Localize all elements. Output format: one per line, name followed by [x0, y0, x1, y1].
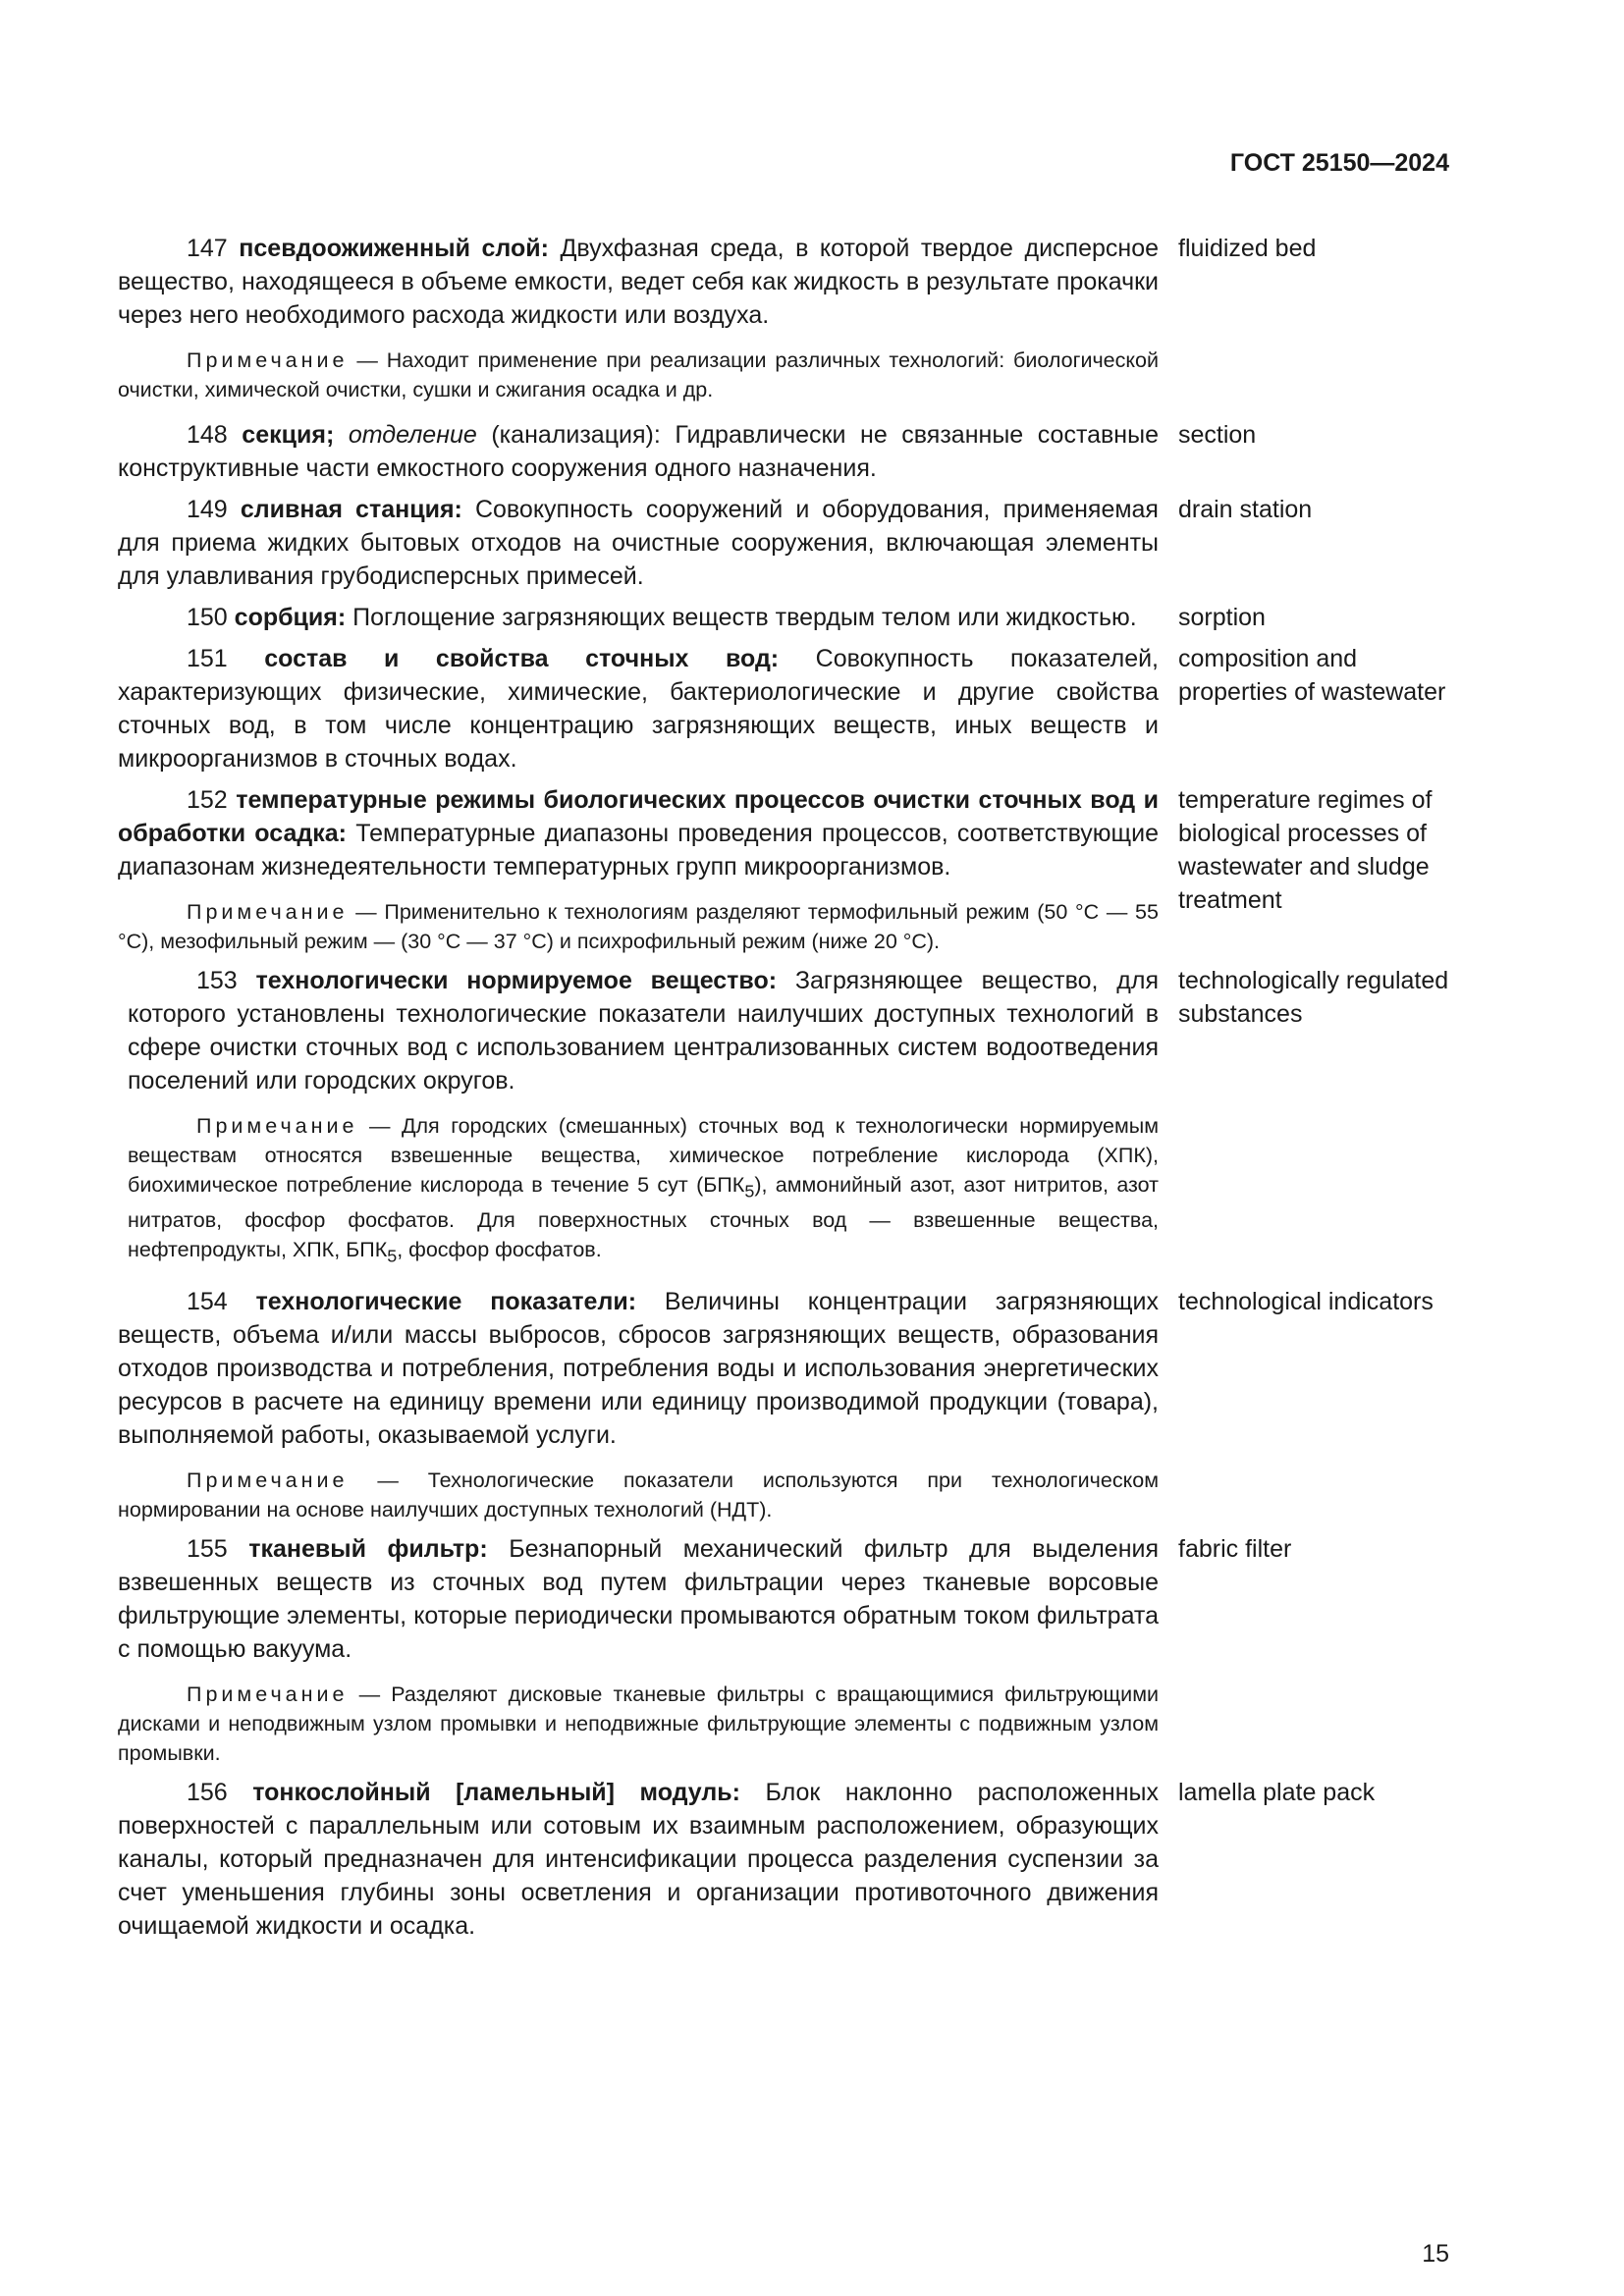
term-definition-block	[118, 964, 1159, 1271]
note-text-part: , фосфор фосфатов.	[397, 1238, 602, 1262]
term-name: тканевый фильтр:	[248, 1534, 488, 1563]
english-equivalent: technological indicators	[1178, 1287, 1434, 1315]
term-name: секция;	[242, 421, 335, 449]
term-note-147	[118, 346, 1159, 404]
term-number: 151	[187, 645, 228, 672]
term-note-152	[118, 897, 1159, 956]
term-definition-block	[118, 493, 1159, 593]
note-label: Примечание	[187, 1468, 349, 1492]
term-definition-block	[118, 232, 1159, 332]
term-entry-155	[118, 1532, 1453, 1666]
term-entry-148	[118, 418, 1453, 485]
term-definition: Величины концентрации загрязняющих веществ, объема и/или массы выбросов, сбросов загрязняющих веществ, образования отходов производства и потребления, потребления воды и использования энергетических ресурсов в расчете на единицу времени или единицу производимой продукции (товара), выполняемой работы, оказываемой услуги.	[118, 1287, 1159, 1449]
term-definition: Безнапорный механический фильтр для выделения взвешенных веществ из сточных вод путем фильтрации через тканевые ворсовые фильтрующие элементы, которые периодически промываются обратным током фильтрата с помощью вакуума.	[118, 1534, 1160, 1663]
term-number: 147	[187, 235, 228, 262]
term-definition-block	[118, 642, 1159, 775]
english-equivalent: drain station	[1178, 496, 1313, 523]
term-definition: Поглощение загрязняющих веществ твердым телом или жидкостью.	[352, 604, 1137, 631]
page-number: 15	[1422, 2240, 1449, 2268]
term-note-154	[118, 1466, 1159, 1524]
term-definition-block	[118, 1532, 1159, 1666]
note-label: Примечание	[196, 1114, 358, 1138]
term-alt-name: отделение	[348, 421, 477, 449]
english-equivalent: lamella plate pack	[1178, 1778, 1376, 1806]
term-definition: Блок наклонно расположенных поверхностей с параллельным или сотовым их взаимным расположением, образующих каналы, который предназначен для интенсификации процесса разделения суспензии за счет уменьшения глубины зоны осветления и организации противоточного движения очищаемой жидкости и осадка.	[118, 1778, 1160, 1940]
term-definition-block	[118, 1285, 1159, 1452]
term-name: технологические показатели:	[255, 1287, 637, 1315]
term-number: 154	[187, 1287, 228, 1315]
english-equivalent: temperature regimes of biological processes of wastewater and sludge treatment	[1178, 786, 1433, 914]
term-name: состав и свойства сточных вод:	[264, 645, 780, 672]
term-name: технологически нормируемое вещество:	[255, 967, 778, 994]
term-definition: Совокупность показателей, характеризующих физические, химические, бактериологические и другие свойства сточных вод, в том числе концентрацию загрязняющих веществ, иных веществ и микроорганизмов в сточных водах.	[118, 645, 1160, 773]
term-definition: Совокупность сооружений и оборудования, применяемая для приема жидких бытовых отходов на очистные сооружения, включающая элементы для улавливания грубодисперсных примесей.	[118, 496, 1159, 590]
note-subscript: 5	[744, 1181, 755, 1201]
term-definition: Загрязняющее вещество, для которого установлены технологические показатели наилучших доступных технологий в сфере очистки сточных вод с использованием централизованных систем водоотведения поселений или городских округов.	[128, 967, 1159, 1095]
note-subscript: 5	[387, 1246, 398, 1266]
terms-list	[118, 232, 1453, 1943]
term-number: 148	[187, 421, 228, 449]
term-definition: (канализация): Гидравлически не связанные составные конструктивные части емкостного сооружения одного назначения.	[118, 421, 1159, 482]
term-number: 149	[187, 496, 228, 523]
term-definition: Температурные диапазоны проведения процессов, соответствующие диапазонам жизнедеятельности температурных групп микроорганизмов.	[118, 820, 1159, 881]
english-equivalent: fabric filter	[1178, 1534, 1292, 1563]
term-name: сорбция:	[234, 604, 347, 631]
english-equivalent: section	[1178, 421, 1257, 449]
term-name: псевдоожиженный слой:	[239, 235, 549, 262]
english-equivalent: fluidized bed	[1178, 235, 1317, 262]
term-number: 152	[187, 786, 228, 814]
term-entry-153	[118, 964, 1453, 1271]
term-number: 150	[187, 604, 228, 631]
note-text: — Находит применение при реализации различных технологий: биологической очистки, химической очистки, сушки и сжигания осадка и др.	[118, 348, 1159, 401]
document-code: ГОСТ 25150—2024	[1229, 149, 1449, 177]
term-entry-150	[118, 601, 1453, 634]
note-text-part: ), аммонийный азот, азот нитритов, азот нитратов, фосфор фосфатов. Для поверхностных сточных вод — взвешенные вещества, нефтепродукты, ХПК, БПК	[128, 1173, 1160, 1262]
term-definition-block	[118, 418, 1159, 485]
term-definition-block	[118, 601, 1159, 634]
term-entry-151	[118, 642, 1453, 775]
english-equivalent: technologically regulated substances	[1178, 967, 1449, 1028]
note-label: Примечание	[187, 900, 349, 924]
term-definition: Двухфазная среда, в которой твердое дисперсное вещество, находящееся в объеме емкости, ведет себя как жидкость в результате прокачки через него необходимого расхода жидкости или воздуха.	[118, 235, 1160, 329]
term-entry-147	[118, 232, 1453, 332]
term-definition-block	[118, 783, 1159, 956]
term-entry-156	[118, 1776, 1453, 1943]
term-name: тонкослойный [ламельный] модуль:	[252, 1778, 740, 1806]
term-number: 153	[196, 967, 238, 994]
term-entry-154	[118, 1285, 1453, 1452]
english-equivalent: sorption	[1178, 604, 1266, 631]
term-note-153	[128, 1111, 1159, 1271]
term-name: температурные режимы биологических процессов очистки сточных вод и обработки осадка:	[118, 786, 1159, 847]
term-number: 156	[187, 1778, 228, 1806]
term-definition-block	[118, 1776, 1159, 1943]
term-name: сливная станция:	[240, 496, 462, 523]
term-entry-149	[118, 493, 1453, 593]
note-text: — Применительно к технологиям разделяют термофильный режим (50 °С — 55 °С), мезофильный режим — (30 °С — 37 °С) и психрофильный режим (ниже 20 °С).	[118, 900, 1159, 953]
english-equivalent: composition and properties of wastewater	[1178, 645, 1446, 706]
term-note-155	[118, 1680, 1159, 1768]
note-label: Примечание	[187, 348, 349, 372]
note-label: Примечание	[187, 1682, 349, 1706]
note-text: — Разделяют дисковые тканевые фильтры с вращающимися фильтрующими дисками и неподвижным узлом промывки и неподвижные фильтрующие элементы с подвижным узлом промывки.	[118, 1682, 1159, 1765]
term-entry-152	[118, 783, 1453, 956]
term-number: 155	[187, 1534, 228, 1563]
note-text-part: — Для городских (смешанных) сточных вод к технологически нормируемым веществам относятся взвешенные вещества, химическое потребление кислорода (ХПК), биохимическое потребление кислорода в течение 5 сут (БПК	[128, 1114, 1159, 1197]
note-text: — Технологические показатели используются при технологическом нормировании на основе наилучших доступных технологий (НДТ).	[118, 1468, 1159, 1522]
